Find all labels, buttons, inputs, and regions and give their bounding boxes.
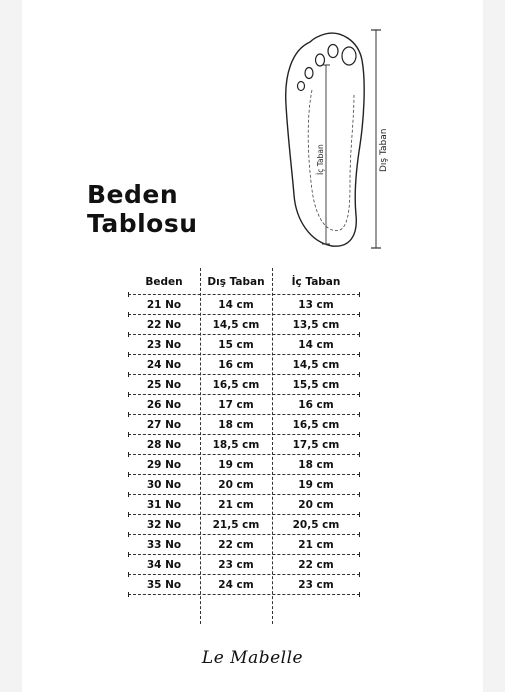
inner-sole-cell: 14,5 cm [292,359,340,371]
size-cell: 22 No [146,319,182,331]
inner-sole-cell: 21 cm [298,539,334,551]
table-row [128,414,360,434]
size-cell: 26 No [146,399,182,411]
table-row [128,454,360,474]
table-row [128,334,360,354]
inner-sole-cell: 18 cm [298,459,334,471]
table-row [128,354,360,374]
outer-sole-cell: 16,5 cm [212,379,260,391]
table-row [128,434,360,454]
toe-5 [298,82,305,91]
title-line-1: Beden [87,180,179,209]
inner-sole-cell: 19 cm [298,479,334,491]
inner-sole-cell: 20,5 cm [292,519,340,531]
inner-sole-cell: 16,5 cm [292,419,340,431]
outer-sole-cell: 24 cm [218,579,254,591]
table-row [128,374,360,394]
big-toe [342,47,356,65]
outer-sole-cell: 14,5 cm [212,319,260,331]
size-cell: 32 No [146,519,182,531]
inner-sole-cell: 17,5 cm [292,439,340,451]
inner-sole-cell: 13 cm [298,299,334,311]
size-cell: 21 No [146,299,182,311]
table-row [128,554,360,574]
chart-title [87,180,198,238]
inner-sole-cell: 22 cm [298,559,334,571]
size-cell: 33 No [146,539,182,551]
outer-sole-cell: 15 cm [218,339,254,351]
table-row [128,474,360,494]
inner-sole-cell: 13,5 cm [292,319,340,331]
size-cell: 25 No [146,379,182,391]
outer-sole-cell: 23 cm [218,559,254,571]
inner-sole-cell: 15,5 cm [292,379,340,391]
size-cell: 30 No [146,479,182,491]
header-size: Beden [145,276,183,288]
outer-sole-cell: 21,5 cm [212,519,260,531]
outer-sole-cell: 17 cm [218,399,254,411]
inner-sole-cell: 16 cm [298,399,334,411]
table-row [128,394,360,414]
size-cell: 35 No [146,579,182,591]
table-header-row [128,270,360,294]
column-divider [272,268,273,624]
column-divider [200,268,201,624]
table-rule [128,594,360,595]
outer-sole-cell: 18,5 cm [212,439,260,451]
title-line-2: Tablosu [87,209,198,238]
table-row [128,574,360,594]
table-row [128,494,360,514]
toe-3 [316,54,325,66]
outer-sole-label: Dış Taban [379,128,389,172]
inner-sole-cell: 20 cm [298,499,334,511]
inner-sole-cell: 14 cm [298,339,334,351]
table-row [128,294,360,314]
size-cell: 23 No [146,339,182,351]
size-cell: 31 No [146,499,182,511]
table-row [128,534,360,554]
size-cell: 29 No [146,459,182,471]
size-cell: 27 No [146,419,182,431]
outer-sole-cell: 21 cm [218,499,254,511]
table-row [128,514,360,534]
table-row [128,314,360,334]
size-cell: 34 No [146,559,182,571]
header-inner-sole: İç Taban [291,276,341,288]
toe-2 [328,45,338,58]
outer-sole-cell: 22 cm [218,539,254,551]
outer-sole-cell: 16 cm [218,359,254,371]
inner-sole-cell: 23 cm [298,579,334,591]
toe-4 [305,68,313,79]
brand-logo: Le Mabelle [201,648,304,668]
size-cell: 24 No [146,359,182,371]
header-outer-sole: Dış Taban [207,276,265,288]
outer-sole-cell: 18 cm [218,419,254,431]
size-table [128,270,360,624]
size-cell: 28 No [146,439,182,451]
foot-outline-diagram [270,20,400,255]
table-body [128,294,360,624]
inner-sole-label: İç Taban [316,144,325,175]
outer-sole-cell: 14 cm [218,299,254,311]
outer-sole-cell: 20 cm [218,479,254,491]
outer-sole-cell: 19 cm [218,459,254,471]
